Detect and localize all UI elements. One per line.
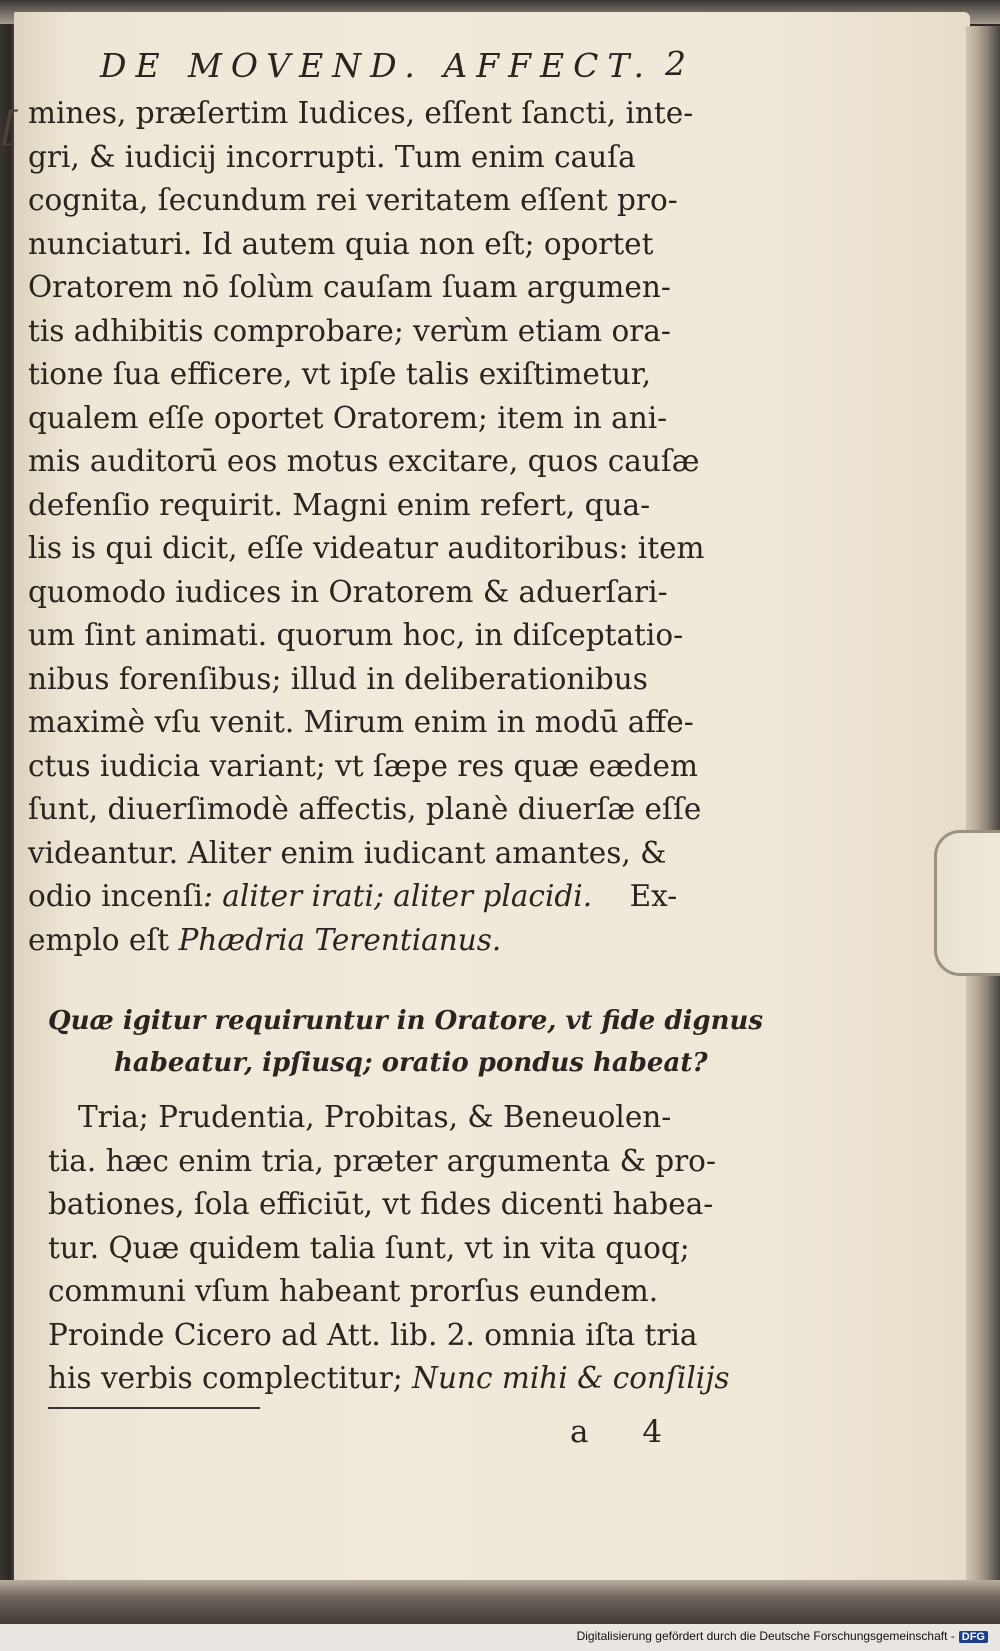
text-line: communi vſum habeant prorſus eundem. bbox=[48, 1274, 659, 1308]
text-line: nunciaturi. Id autem quia non eſt; oportet bbox=[28, 226, 654, 261]
question-line: habeatur, ipſiusq; oratio pondus habeat? bbox=[114, 1048, 708, 1078]
page-number: 2 bbox=[665, 44, 686, 83]
text-line: mines, præſertim Iudices, eſſent ſancti, inte- bbox=[28, 96, 694, 130]
credit-text: Digitalisierung gefördert durch die Deutsche Forschungsgemeinschaft - bbox=[576, 1629, 955, 1643]
dfg-logo: DFG bbox=[959, 1631, 988, 1643]
book-fore-edge bbox=[966, 26, 1000, 1586]
text-run-roman: odio incenſi bbox=[28, 879, 203, 913]
text-run-italic: : aliter irati; aliter placidi. bbox=[202, 879, 593, 913]
text-line: tia. hæc enim tria, præter argumenta & pro- bbox=[48, 1143, 716, 1178]
book-bottom-edge bbox=[0, 1580, 1000, 1624]
text-line bbox=[28, 919, 728, 963]
question-line: Quæ igitur requiruntur in Oratore, vt fide dignus bbox=[48, 1006, 764, 1036]
text-line bbox=[48, 1357, 738, 1401]
text-line: ctus iudicia variant; vt ſæpe res quæ eædem bbox=[28, 748, 698, 783]
text-line: quomodo iudices in Oratorem & aduerſari- bbox=[28, 574, 668, 609]
text-line: tione ſua efficere, vt ipſe talis exiſtimetur, bbox=[28, 357, 651, 391]
text-line: videantur. Aliter enim iudicant amantes, & bbox=[28, 835, 667, 870]
digitization-credit bbox=[577, 1629, 988, 1643]
text-line: nibus forenſibus; illud in deliberationibus bbox=[28, 661, 648, 696]
text-line: um ſint animati. quorum hoc, in diſceptatio- bbox=[28, 618, 684, 652]
text-run-roman: his verbis complectitur; bbox=[48, 1361, 413, 1395]
body-paragraph bbox=[28, 92, 728, 962]
signature-mark: a 4 bbox=[570, 1414, 685, 1450]
text-line: qualem eſſe oportet Oratorem; item in ani- bbox=[28, 400, 668, 435]
text-run-roman: Ex- bbox=[629, 879, 678, 913]
text-line: tis adhibitis comprobare; verùm etiam ora- bbox=[28, 313, 671, 348]
answer-paragraph bbox=[48, 1096, 738, 1401]
handwritten-underline bbox=[48, 1407, 260, 1409]
margin-bracket-mark: [ bbox=[2, 104, 18, 150]
text-line: tur. Quæ quidem talia ſunt, vt in vita quoq; bbox=[48, 1230, 690, 1265]
text-line: Oratorem nō ſolùm cauſam ſuam argumen- bbox=[28, 270, 671, 304]
text-line: ſunt, diuerſimodè affectis, planè diuerſæ eſſe bbox=[28, 792, 702, 826]
text-line: maximè vſu venit. Mirum enim in modū affe- bbox=[28, 705, 694, 739]
running-head: DE MOVEND. AFFECT. bbox=[100, 46, 653, 85]
text-run-italic: Nunc mihi & conſilijs bbox=[412, 1361, 730, 1395]
text-line bbox=[28, 875, 728, 919]
page-clip-tab bbox=[934, 830, 1000, 976]
text-line: lis is qui dicit, eſſe videatur auditoribus: item bbox=[28, 531, 705, 565]
text-run-roman: emplo eſt bbox=[28, 922, 179, 957]
text-line: gri, & iudicij incorrupti. Tum enim cauſa bbox=[28, 139, 636, 174]
text-line: Tria; Prudentia, Probitas, & Beneuolen- bbox=[78, 1100, 672, 1134]
text-line: Proinde Cicero ad Att. lib. 2. omnia iſta tria bbox=[48, 1317, 698, 1352]
question-heading bbox=[48, 1000, 764, 1084]
text-line: mis auditorū eos motus excitare, quos cauſæ bbox=[28, 444, 700, 478]
text-line: bationes, ſola efficiūt, vt fides dicenti habea- bbox=[48, 1187, 714, 1221]
text-run-italic: Phædria Terentianus. bbox=[178, 922, 502, 957]
text-line: cognita, ſecundum rei veritatem eſſent pro- bbox=[28, 183, 678, 217]
text-line: defenſio requirit. Magni enim refert, qua- bbox=[28, 487, 651, 522]
